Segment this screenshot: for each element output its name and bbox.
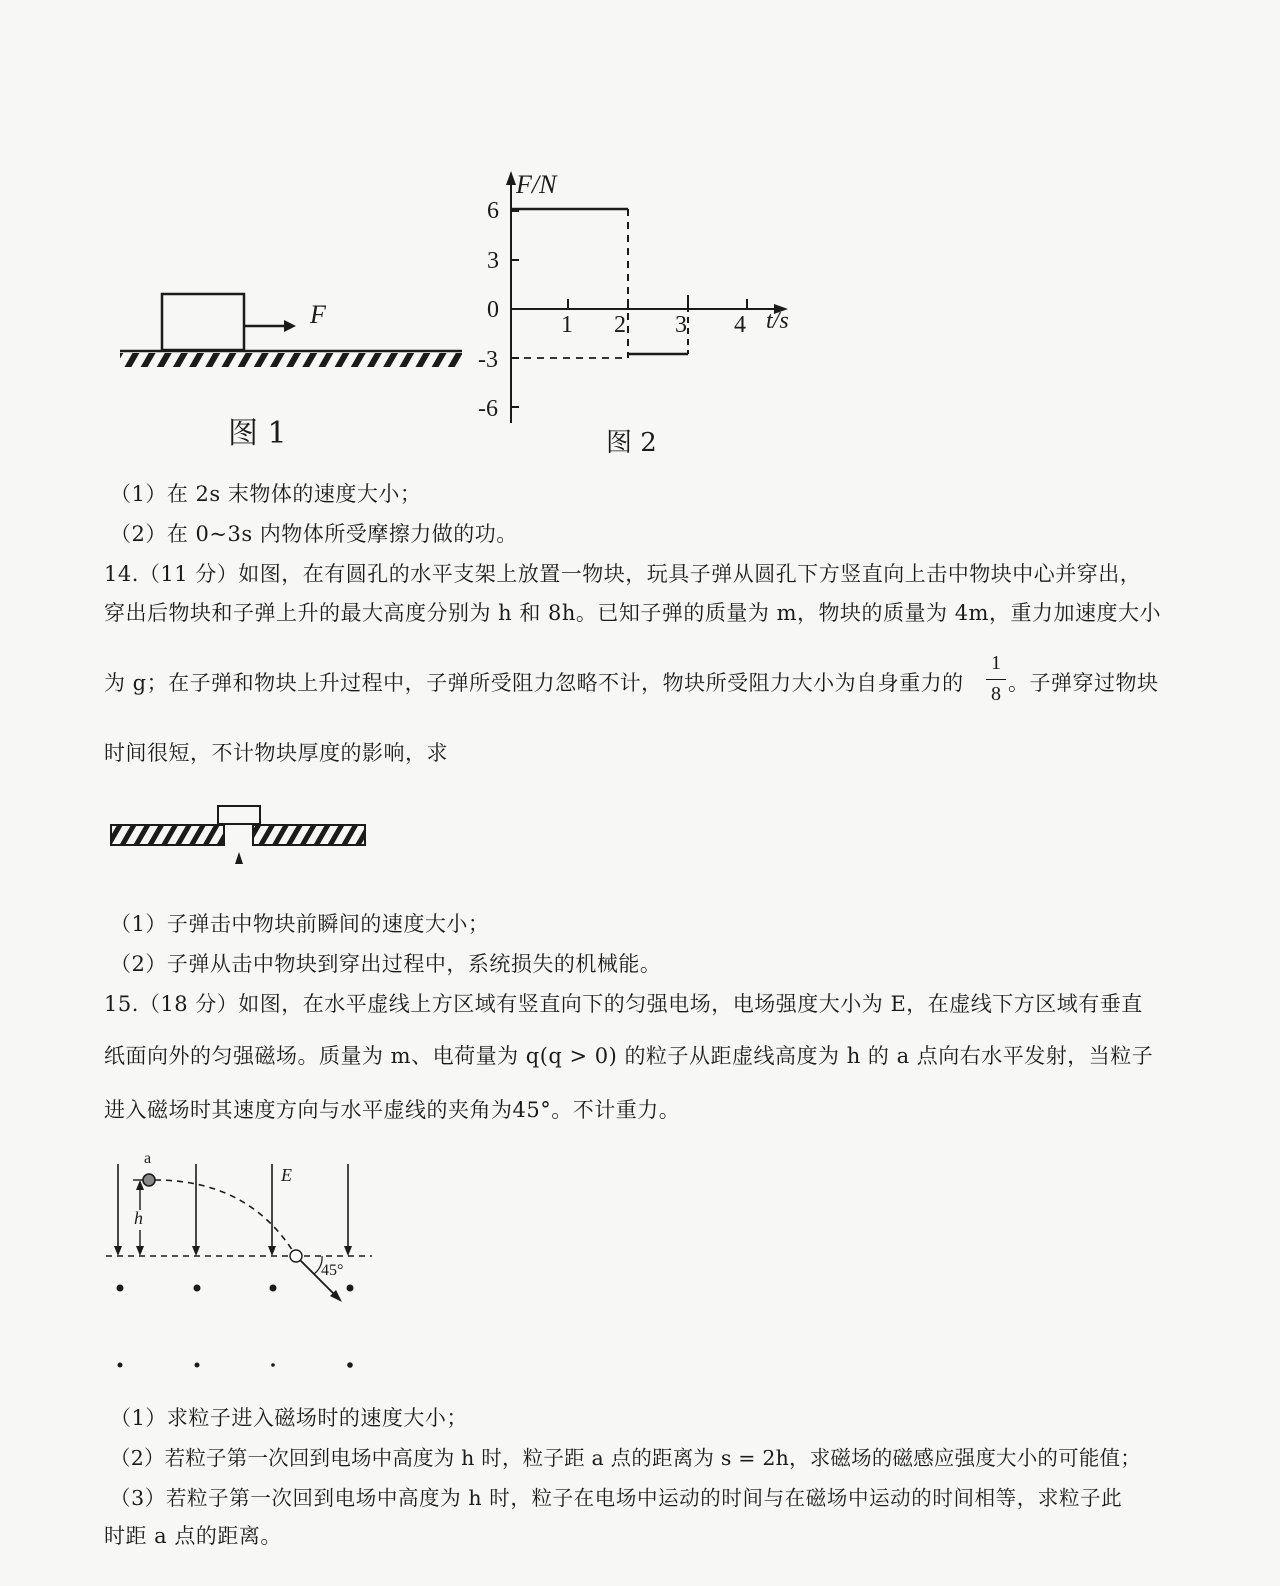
- height-h-label: h: [134, 1208, 143, 1228]
- fig2-caption: 图 2: [606, 428, 657, 458]
- q13-part2: （2）在 0~3s 内物体所受摩擦力做的功。: [110, 522, 518, 546]
- field-E-label: E: [281, 1165, 292, 1185]
- q13-part1: （1）在 2s 末物体的速度大小；: [110, 482, 422, 506]
- particle-a: [143, 1174, 155, 1186]
- ground-hatch: [120, 353, 462, 367]
- q15-part1: （1）求粒子进入磁场时的速度大小；: [110, 1406, 468, 1430]
- fraction-bar: [986, 679, 1006, 680]
- b-field-dot: [271, 1363, 275, 1367]
- y-tick-0: 0: [487, 297, 499, 323]
- q15-line2: 纸面向外的匀强磁场。质量为 m、电荷量为 q(q > 0) 的粒子从距虚线高度为 h 的 a 点向右水平发射，当粒子: [104, 1044, 1154, 1068]
- q14-line2: 穿出后物块和子弹上升的最大高度分别为 h 和 8h。已知子弹的质量为 m，物块的质量为 4m，重力加速度大小: [104, 601, 1161, 625]
- q14-part2: （2）子弹从击中物块到穿出过程中，系统损失的机械能。: [110, 952, 662, 976]
- fig1-force-label: F: [310, 300, 326, 329]
- q14-line4: 时间很短，不计物块厚度的影响，求: [104, 741, 448, 765]
- b-field-dot: [118, 1363, 123, 1368]
- b-field-dot: [347, 1285, 354, 1292]
- q14-part1: （1）子弹击中物块前瞬间的速度大小；: [110, 912, 490, 936]
- x-tick-3: 3: [675, 312, 687, 338]
- b-field-dot: [195, 1363, 200, 1368]
- block-on-support: [218, 806, 260, 824]
- q15-part2: （2）若粒子第一次回到电场中高度为 h 时，粒子距 a 点的距离为 s = 2h，求磁场的磁感应强度大小的可能值；: [110, 1446, 1141, 1470]
- block: [162, 294, 244, 350]
- q14-line1: 14.（11 分）如图，在有圆孔的水平支架上放置一物块，玩具子弹从圆孔下方竖直向上击中物块中心并穿出，: [104, 562, 1142, 586]
- q15-part3: （3）若粒子第一次回到电场中高度为 h 时，粒子在电场中运动的时间与在磁场中运动的时间相等，求粒子此: [110, 1486, 1123, 1510]
- angle-45-label: 45°: [321, 1262, 344, 1279]
- fraction-numerator: 1: [991, 652, 1001, 674]
- y-tick-6: 6: [487, 198, 499, 224]
- x-tick-4: 4: [734, 312, 746, 338]
- b-field-dot: [347, 1362, 353, 1368]
- point-a-label: a: [144, 1150, 152, 1167]
- q14-line3-end: 。子弹穿过物块: [1008, 671, 1159, 695]
- fraction-denominator: 8: [991, 683, 1001, 705]
- x-tick-2: 2: [614, 312, 626, 338]
- figure-2-graph: [470, 165, 810, 465]
- trajectory: [155, 1180, 296, 1256]
- q14-line3: 为 g；在子弹和物块上升过程中，子弹所受阻力忽略不计，物块所受阻力大小为自身重力的: [104, 671, 964, 695]
- figure-support: [105, 798, 375, 873]
- bullet: [235, 852, 243, 864]
- y-tick-3: 3: [487, 248, 499, 274]
- y-tick-minus6: -6: [478, 396, 498, 422]
- x-tick-1: 1: [561, 312, 573, 338]
- figure-field: [100, 1150, 390, 1380]
- b-field-dot: [194, 1285, 201, 1292]
- q15-line1: 15.（18 分）如图，在水平虚线上方区域有竖直向下的匀强电场，电场强度大小为 E，在虚线下方区域有垂直: [104, 992, 1143, 1016]
- b-field-dot: [270, 1285, 277, 1292]
- q15-part3-end: 时距 a 点的距离。: [104, 1524, 282, 1548]
- q15-line3: 进入磁场时其速度方向与水平虚线的夹角为45°。不计重力。: [104, 1098, 681, 1122]
- figure-1: [110, 280, 470, 460]
- x-axis-label: t/s: [766, 308, 789, 334]
- support-right: [253, 825, 365, 845]
- y-tick-minus3: -3: [478, 347, 498, 373]
- support-left: [111, 825, 224, 845]
- fig1-caption: 图 1: [228, 416, 287, 451]
- y-axis-label: F/N: [516, 170, 557, 199]
- b-field-dot: [117, 1285, 124, 1292]
